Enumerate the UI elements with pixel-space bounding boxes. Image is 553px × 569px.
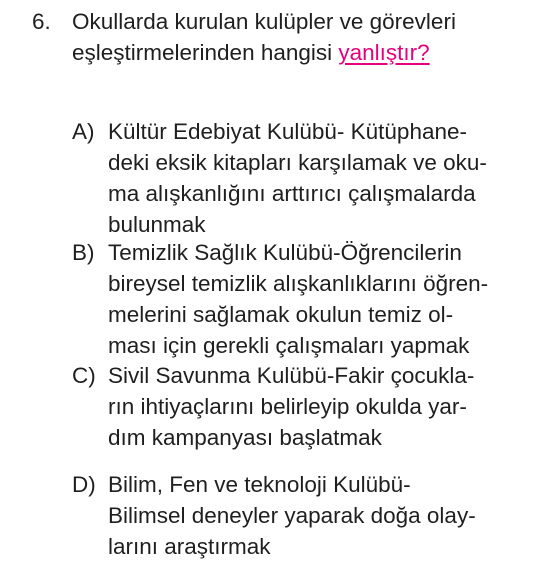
question-number: 6. (32, 9, 51, 34)
option-a-line-2: deki eksik kitapları karşılamak ve oku- (108, 150, 487, 175)
option-d-letter: D) (72, 472, 96, 497)
option-d-line-2: Bilimsel deneyler yaparak doğa olay- (108, 503, 476, 528)
option-b-text (108, 237, 488, 361)
question-stem-line-1: Okullarda kurulan kulüpler ve görevleri (72, 9, 456, 34)
option-b-line-1: Temizlik Sağlık Kulübü-Öğrencilerin (108, 240, 462, 265)
question-stem-line-2 (72, 37, 456, 68)
option-d-line-3: larını araştırmak (108, 534, 271, 559)
option-c-line-3: dım kampanyası başlatmak (108, 425, 382, 450)
option-b-line-2: bireysel temizlik alışkanlıklarını öğren- (108, 271, 489, 296)
option-c-letter: C) (72, 363, 96, 388)
question-highlight-yanlistir: yanlıştır? (338, 40, 430, 65)
option-b-letter: B) (72, 240, 95, 265)
option-d-line-1: Bilim, Fen ve teknoloji Kulübü- (108, 472, 411, 497)
option-c-text (108, 360, 474, 453)
option-c-line-1: Sivil Savunma Kulübü-Fakir çocukla- (108, 363, 475, 388)
option-a-line-3: ma alışkanlığını arttırıcı çalışmalarda (108, 181, 476, 206)
option-a-text (108, 116, 487, 240)
question-stem-line-2-text: eşleştirmelerinden hangisi (72, 40, 339, 65)
option-b-line-4: ması için gerekli çalışmaları yapmak (108, 333, 470, 358)
option-c-line-2: rın ihtiyaçlarını belirleyip okulda yar- (108, 394, 467, 419)
option-a-line-4: bulunmak (108, 212, 206, 237)
option-a-line-1: Kültür Edebiyat Kulübü- Kütüphane- (108, 119, 467, 144)
option-d-text (108, 469, 476, 562)
option-a-letter: A) (72, 119, 95, 144)
option-b-line-3: melerini sağlamak okulun temiz ol- (108, 302, 454, 327)
question-stem (72, 6, 456, 68)
